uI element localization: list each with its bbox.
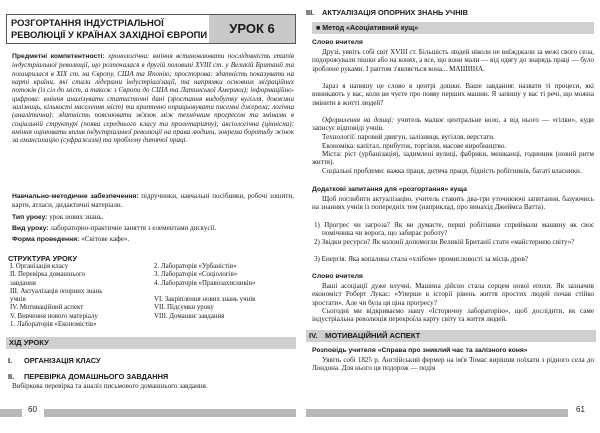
teacher-label-2: Слово вчителя [312, 273, 363, 280]
structure-item [154, 288, 255, 296]
lesson-type-block [12, 213, 294, 222]
structure-item: VIII. Домашнє завдання [154, 312, 225, 320]
lesson-kind-text: лабораторно-практичне заняття з елементами дискусії. [50, 224, 217, 232]
equipment-label: Навчально-методичне забезпечення: [12, 193, 139, 200]
board-block [312, 116, 594, 133]
lesson-form-text: «Світове кафе». [81, 235, 130, 243]
right-page [306, 0, 596, 433]
method-bar: ■ Метод «Асоціативний кущ» [312, 22, 594, 34]
teacher-label: Слово вчителя [312, 39, 363, 46]
equipment-text: підручники, навчальні посібники, робочі зошити, карти, атласи, дидактичні матеріали. [12, 192, 294, 210]
paragraph-1: Друзі, уявіть собі світ XVIII ст. Більшість людей ніколи не виїжджали за межі свого села, подорожували пішки або на конях, а все, що вони мали — від одягу до знарядь праці — було зроблене руками. І раптом з'являється вона... МАШИНА. [312, 48, 594, 73]
question-1: 1) Прогрес чи загроза? Як ви думаєте, перші робітники сприймали машину як своє помічника чи ворога, що забирає роботу? [314, 221, 594, 238]
story-text: Уявіть собі 1825 р. Англійський фермер на ім'я Томас вирішив поїхати з рідного села до Лондона. Для нього ця подорож — подія [312, 356, 594, 373]
additional-questions-heading: Додаткові запитання для «розгортання» куща [312, 186, 467, 193]
lesson-title-box [6, 14, 296, 44]
structure-item: VI. Закріплення нових знань учнів [154, 296, 256, 303]
section-4-title: МОТИВАЦІЙНИЙ АСПЕКТ [325, 331, 421, 340]
course-bar: ХІД УРОКУ [6, 337, 296, 349]
structure-item: 1. Лабораторія «Економістів» [10, 320, 97, 328]
structure-item: завдання [10, 279, 36, 287]
page-number-right: 61 [576, 405, 585, 414]
section-4-number: IV. [309, 331, 318, 340]
structure-item: VII. Підсумки уроку [154, 304, 214, 312]
page-number-left: 60 [28, 405, 37, 414]
section-2-number: II. [8, 372, 15, 381]
lesson-form-block [12, 235, 294, 244]
structure-item: IV. Мотиваційний аспект [10, 304, 84, 312]
section-2-heading [8, 372, 168, 381]
structure-item: V. Вивчення нового матеріалу [10, 312, 98, 320]
paragraph-8: Ваші асоціації дуже влучні. Машина дійсно стала серцем нової епохи. Як зазначив економіст Роберт Лукас: «Уперше в історії рівень життя простих людей почав стійко зростати». Але чи була ця ціна прогресу? [312, 282, 594, 307]
additional-questions-text: Щоб поглибити актуалізацію, учитель ставить два-три уточнюючі запитання, базуючись на знаннях учнів із попередніх тем (наприклад, про винахід Джеймса Ватта). [312, 195, 594, 212]
story-heading: Розповідь учителя «Справа про зниклий час та залізного коня» [312, 347, 528, 354]
lesson-kind-block [12, 224, 294, 233]
board-label: Оформлення на дошці: [322, 116, 394, 124]
question-2: 2) Звідки ресурси? Як колонії допомогли Великій Британії стати «майстернею світу»? [314, 238, 575, 246]
competencies-label: Предметні компетентності: [12, 53, 105, 60]
lesson-title: РОЗГОРТАННЯ ІНДУСТРІАЛЬНОЇ РЕВОЛЮЦІЇ У КРАЇНАХ ЗАХІДНОЇ ЄВРОПИ [11, 17, 208, 40]
structure-item: 2. Лабораторія «Урбаністів» [154, 263, 237, 270]
structure-item: I. Організація класу [10, 263, 69, 270]
section-2-text: Вибіркова перевірка та аналіз письмового домашнього завдання. [12, 382, 208, 390]
section-3-heading [306, 8, 468, 17]
paragraph-social: Соціальні проблеми: важка праця, дитяча праця, бідність робітників, багаті власники. [322, 167, 582, 175]
section-1-heading [8, 356, 101, 365]
paragraph-2: Зараз я напишу це слово в центрі дошки. Ваше завдання: назвати ті процеси, які виникають у вас, коли ви чуєте про появу перших машин. Я запишу у вас ті речі, що можна змінити в житті людей? [312, 82, 594, 107]
structure-item: учнів [10, 296, 26, 303]
section-3-title: АКТУАЛІЗАЦІЯ ОПОРНИХ ЗНАНЬ УЧНІВ [322, 8, 468, 17]
section-2-title: ПЕРЕВІРКА ДОМАШНЬОГО ЗАВДАННЯ [24, 372, 169, 381]
lesson-kind-label: Вид уроку: [12, 225, 49, 232]
footer-bar-left-2 [44, 409, 296, 417]
paragraph-cities: Міста: ріст (урбанізація), задимлені вулиці, фабрики, мешканці, годинник (новий ритм життя). [312, 150, 594, 167]
competencies-block [12, 52, 294, 145]
structure-item: II. Перевірка домашнього [10, 271, 86, 279]
section-3-number: III. [306, 8, 315, 17]
competencies-text: хронологічна: вміння встановлювати послідовність етапів індустріальної революції, що розпочалася в другій половині XVIII ст. у Великій Британії та поширилася в XIX ст. на Європу, США та Японію; просторова: здатність показувати на карті країни, які стали лідерами індустріалізації, та напрямки основних міграційних потоків (із сіл до міст, а також з Європи до США та Латинської Америки); інформаційно-цифрова: вміння аналізувати статистичні дані (зростання видобутку вугілля, довжини залізниць, кількості населення міст) та критично опрацьовувати писемні джерела; логічна (аналітична): здатність пояснювати зв'язок між технічним прогресом та змінами в соціальній структурі (поява середнього класу та пролетаріату); аксіологічна (ціннісна): вміння оцінювати вплив індустріальної революції на права людини, зокрема боротьбу жінок за емансипацію (суфражизм) та проблему дитячої праці. [12, 52, 294, 145]
equipment-block [12, 192, 294, 210]
paragraph-9: Сьогодні ми відкриваємо нашу «Історичну лабораторію», щоб дослідити, як саме індустріальна революція перекроїла карту світу та життя людей. [312, 307, 594, 324]
structure-col-2 [154, 263, 255, 321]
lesson-number: УРОК 6 [209, 15, 295, 43]
lesson-type-label: Тип уроку: [12, 214, 48, 221]
question-3: 3) Енергія. Яка копалина стала «хлібом» промисловості за місць дров? [314, 255, 528, 263]
structure-col-1 [10, 263, 102, 329]
footer-bar-left [0, 409, 22, 417]
section-1-title: ОРГАНІЗАЦІЯ КЛАСУ [24, 356, 101, 365]
paragraph-economy: Економіка: капітал, прибуток, торгівля, масове виробництво. [322, 142, 507, 150]
section-4-bar [306, 330, 596, 342]
lesson-type-text: урок нових знань. [49, 213, 104, 221]
lesson-form-label: Форма проведення: [12, 236, 80, 243]
structure-item: 4. Лабораторія «Правозахисників» [154, 279, 256, 287]
footer-bar-right [306, 409, 568, 417]
structure-title: СТРУКТУРА УРОКУ [8, 254, 78, 263]
left-page [6, 0, 296, 433]
structure-item: III. Актуалізація опорних знань [10, 287, 103, 295]
section-1-number: I. [8, 356, 13, 365]
board-text: учитель малює центральне коло, а від нього — «гілки», куди записує відповіді учнів. [312, 116, 594, 133]
structure-item: 3. Лабораторія «Соціологів» [154, 271, 238, 279]
paragraph-technology: Технології: паровий двигун, залізниця, вугілля, верстати. [322, 133, 495, 141]
